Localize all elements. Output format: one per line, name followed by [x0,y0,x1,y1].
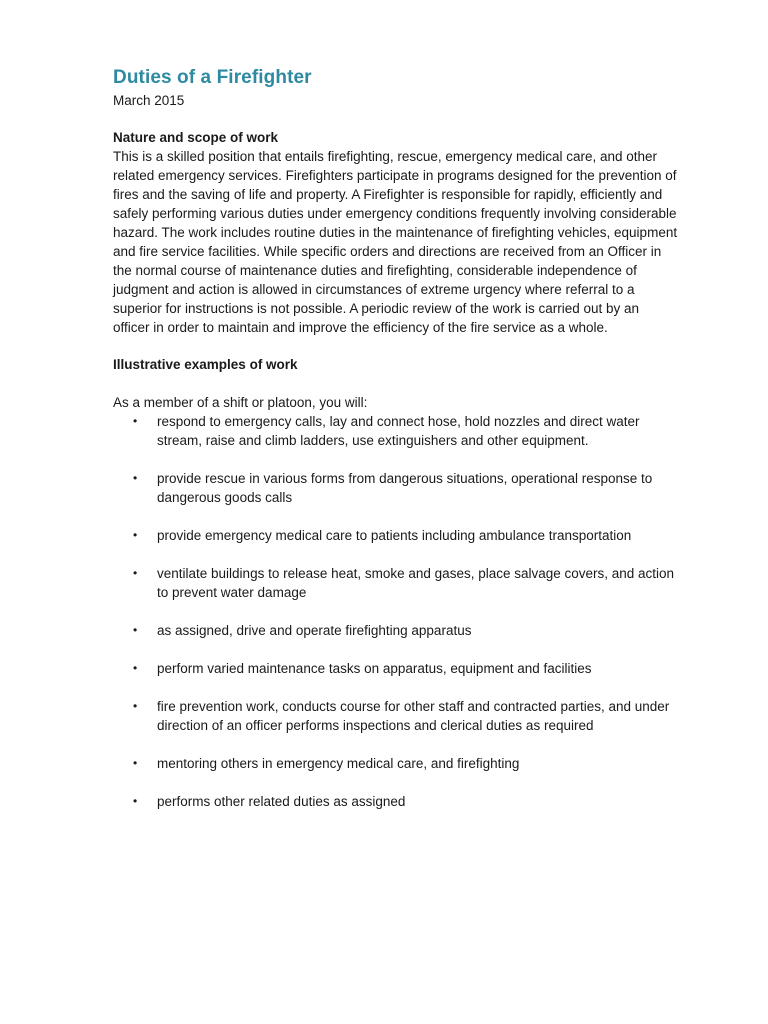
list-item-text: provide emergency medical care to patients including ambulance transportation [157,528,632,543]
document-date: March 2015 [113,93,185,108]
examples-heading: Illustrative examples of work [113,357,298,372]
list-item [113,469,682,507]
list-item-text: respond to emergency calls, lay and connect hose, hold nozzles and direct water stream, raise and climb ladders, use extinguishers and other equipment. [157,414,640,448]
duties-list [113,412,678,811]
bullet-icon: • [133,528,138,542]
bullet-icon: • [133,756,138,770]
list-item [113,564,682,602]
bullet-icon: • [133,471,138,485]
list-item-text: as assigned, drive and operate firefighting apparatus [157,623,472,638]
bullet-icon: • [133,623,138,637]
list-item-text: perform varied maintenance tasks on apparatus, equipment and facilities [157,661,592,676]
bullet-icon: • [133,699,138,713]
list-item [113,526,682,545]
nature-scope-body: This is a skilled position that entails firefighting, rescue, emergency medical care, and other related emergency services. Firefighters participate in programs designed for the prevention of fires and the saving of life and property. A Firefighter is responsible for rapidly, efficiently and safely performing various duties under emergency conditions frequently involving considerable hazard. The work includes routine duties in the maintenance of firefighting vehicles, equipment and fire service facilities. While specific orders and directions are received from an Officer in the normal course of maintenance duties and firefighting, considerable independence of judgment and action is allowed in circumstances of extreme urgency where referral to a superior for instructions is not possible. A periodic review of the work is carried out by an officer in order to maintain and improve the efficiency of the fire service as a whole. [113,149,678,335]
bullet-icon: • [133,661,138,675]
list-item-text: provide rescue in various forms from dangerous situations, operational response to dangerous goods calls [157,471,653,505]
bullet-icon: • [133,794,138,808]
list-item [113,659,682,678]
list-item [113,697,682,735]
examples-intro: As a member of a shift or platoon, you will: [113,395,368,410]
list-item [113,412,682,450]
list-item-text: fire prevention work, conducts course for other staff and contracted parties, and under direction of an officer performs inspections and clerical duties as required [157,699,670,733]
document-title: Duties of a Firefighter [113,67,312,88]
list-item [113,621,682,640]
bullet-icon: • [133,414,138,428]
list-item-text: performs other related duties as assigned [157,794,406,809]
list-item-text: ventilate buildings to release heat, smoke and gases, place salvage covers, and action to prevent water damage [157,566,675,600]
nature-scope-heading: Nature and scope of work [113,130,279,145]
list-item [113,792,682,811]
list-item-text: mentoring others in emergency medical care, and firefighting [157,756,520,771]
list-item [113,754,682,773]
bullet-icon: • [133,566,138,580]
